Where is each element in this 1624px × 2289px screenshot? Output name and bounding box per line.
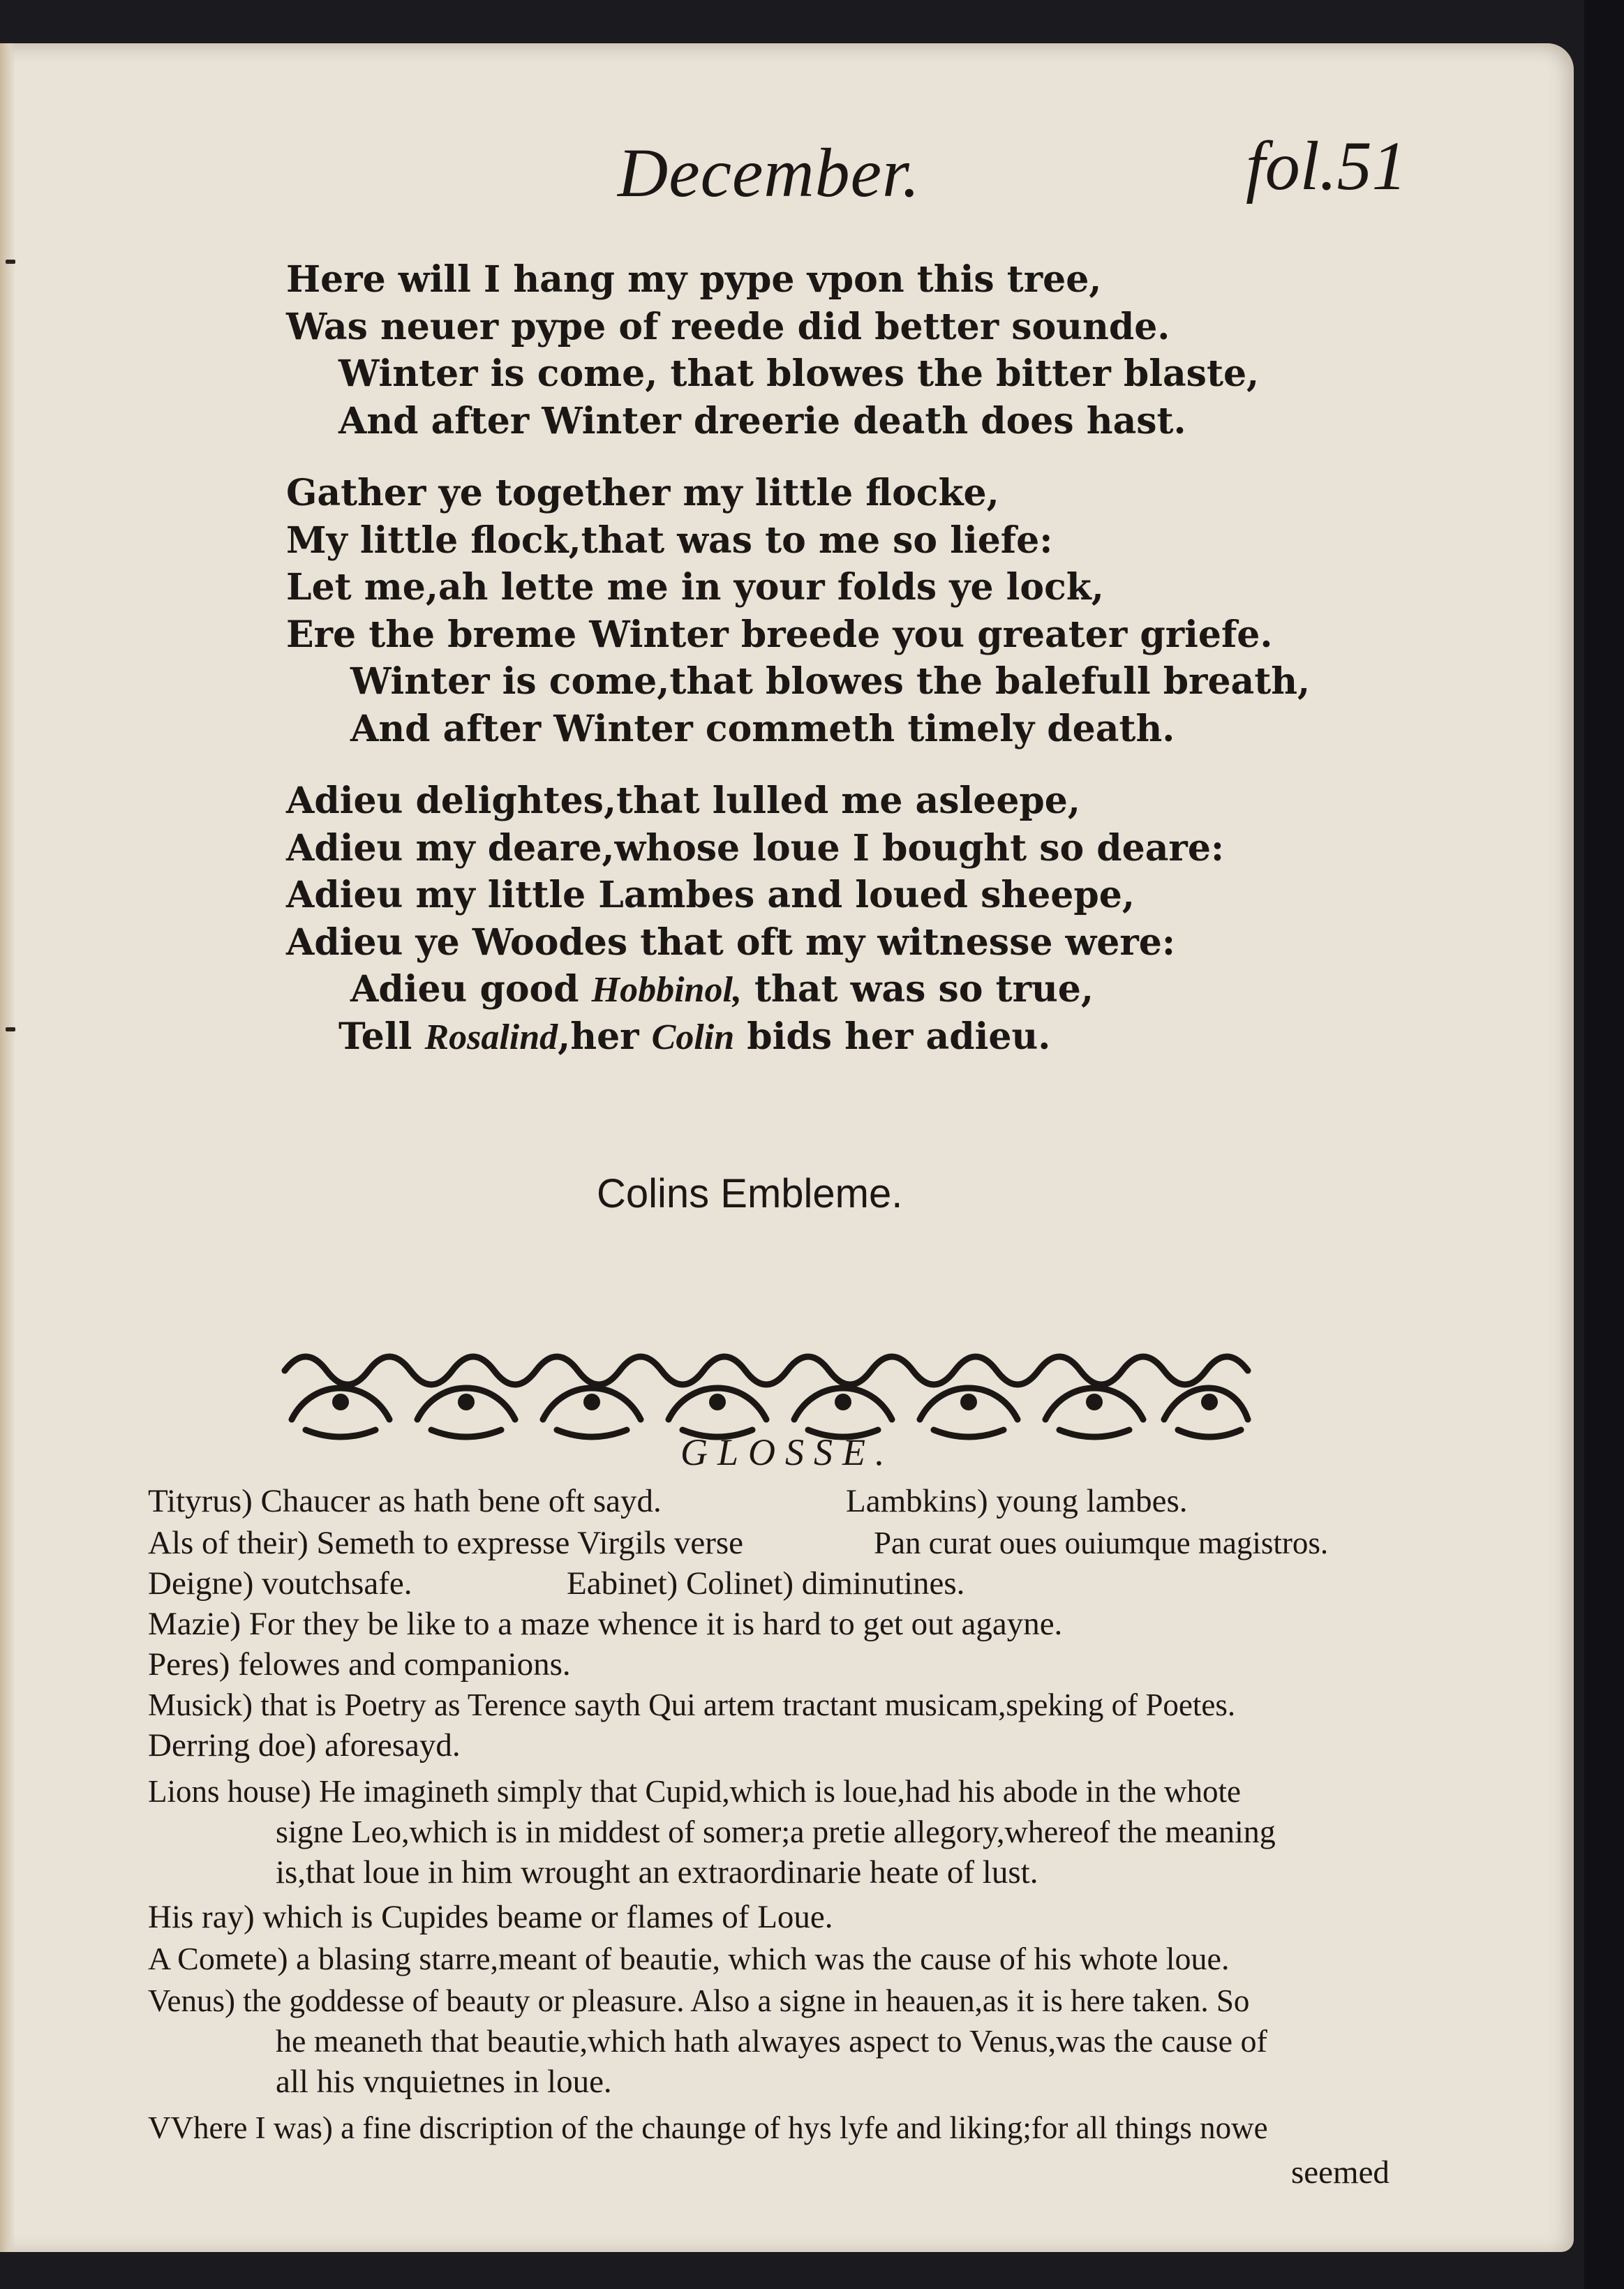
book-page bbox=[0, 43, 1574, 2252]
gloss-entry: Derring doe) aforesayd. bbox=[148, 1727, 461, 1764]
verse-text: Adieu good bbox=[350, 968, 592, 1011]
verse-line: Here will I hang my pype vpon this tree, bbox=[286, 258, 1102, 301]
gloss-entry: Tityrus) Chaucer as hath bene oft sayd. bbox=[148, 1483, 662, 1519]
verse-line: Was neuer pype of reede did better sounde. bbox=[286, 305, 1170, 348]
folio-number: fol.51 bbox=[1246, 127, 1407, 204]
gloss-entry: Lambkins) young lambes. bbox=[846, 1483, 1188, 1519]
verse-line: And after Winter commeth timely death. bbox=[350, 707, 1175, 750]
verse-line: Adieu my deare,whose loue I bought so deare: bbox=[286, 826, 1225, 870]
verse-line: Gather ye together my little flocke, bbox=[286, 472, 999, 514]
gloss-entry: Peres) felowes and companions. bbox=[148, 1646, 571, 1683]
gloss-entry-cont: all his vnquietnes in loue. bbox=[276, 2064, 612, 2100]
verse-line: And after Winter dreerie death does hast. bbox=[338, 399, 1186, 442]
emblem-heading: Colins Embleme. bbox=[597, 1171, 903, 1216]
gloss-entry: Lions house) He imagineth simply that Cupid,which is loue,had his abode in the whote bbox=[148, 1774, 1242, 1809]
gloss-entry: Mazie) For they be like to a maze whence it is hard to get out agayne. bbox=[148, 1606, 1063, 1642]
gloss-entry-cont: he meaneth that beautie,which hath alwayes aspect to Venus,was the cause of bbox=[276, 2023, 1267, 2059]
verse-line: Winter is come,that blowes the balefull breath, bbox=[350, 660, 1311, 703]
gloss-entry: Musick) that is Poetry as Terence sayth Qui artem tractant musicam,speking of Poetes. bbox=[148, 1687, 1236, 1722]
page-edge-stain bbox=[0, 43, 15, 2252]
verse-line: Winter is come, that blowes the bitter blaste, bbox=[338, 352, 1260, 395]
verse-text: Tell bbox=[338, 1015, 425, 1058]
gloss-entry: Venus) the goddesse of beauty or pleasure. Also a signe in heauen,as it is here taken. So bbox=[148, 1983, 1250, 2018]
gloss-entry: A Comete) a blasing starre,meant of beautie, which was the cause of his whote loue. bbox=[148, 1941, 1230, 1976]
margin-mark bbox=[6, 260, 15, 264]
gloss-entry: Deigne) voutchsafe. bbox=[148, 1565, 412, 1602]
catchword: seemed bbox=[1291, 2154, 1390, 2191]
name-rosalind: Rosalind bbox=[424, 1017, 558, 1057]
ornament-band-icon bbox=[278, 1343, 1256, 1444]
gloss-entry-cont: is,that loue in him wrought an extraordinarie heate of lust. bbox=[276, 1854, 1038, 1891]
running-title: December. bbox=[618, 134, 921, 211]
verse-line: Ere the breme Winter breede you greater griefe. bbox=[286, 613, 1273, 656]
verse-line: Let me,ah lette me in your folds ye lock, bbox=[286, 566, 1104, 609]
margin-mark bbox=[6, 1027, 15, 1031]
gloss-entry-cont: signe Leo,which is in middest of somer;a pretie allegory,whereof the meaning bbox=[276, 1814, 1276, 1849]
verse-line: Adieu ye Woodes that oft my witnesse were: bbox=[286, 920, 1176, 964]
verse-line: Adieu my little Lambes and loued sheepe, bbox=[286, 874, 1135, 916]
gloss-entry: Als of their) Semeth to expresse Virgils verse bbox=[148, 1525, 744, 1561]
verse-line: Adieu delightes,that lulled me asleepe, bbox=[286, 780, 1080, 822]
gloss-entry: His ray) which is Cupides beame or flames of Loue. bbox=[148, 1899, 833, 1935]
dark-background bbox=[1584, 0, 1624, 2289]
verse-line bbox=[286, 966, 1310, 1013]
gloss-entry: Eabinet) Colinet) diminutines. bbox=[567, 1565, 965, 1602]
name-hobbinol: Hobbinol, bbox=[591, 970, 742, 1010]
verse-block bbox=[286, 256, 1310, 1060]
gloss-heading: GLOSSE. bbox=[680, 1431, 895, 1473]
gloss-entry: VVhere I was) a fine discription of the chaunge of hys lyfe and liking;for all things nowe bbox=[148, 2110, 1268, 2145]
verse-line: My little flock,that was to me so liefe: bbox=[286, 519, 1053, 562]
verse-line bbox=[286, 1013, 1310, 1061]
verse-text: that was so true, bbox=[741, 968, 1094, 1011]
verse-text: bids her adieu. bbox=[734, 1015, 1051, 1058]
gloss-latin: Pan curat oues ouiumque magistros. bbox=[874, 1526, 1329, 1560]
verse-text: ,her bbox=[558, 1015, 652, 1058]
name-colin: Colin bbox=[651, 1017, 735, 1057]
